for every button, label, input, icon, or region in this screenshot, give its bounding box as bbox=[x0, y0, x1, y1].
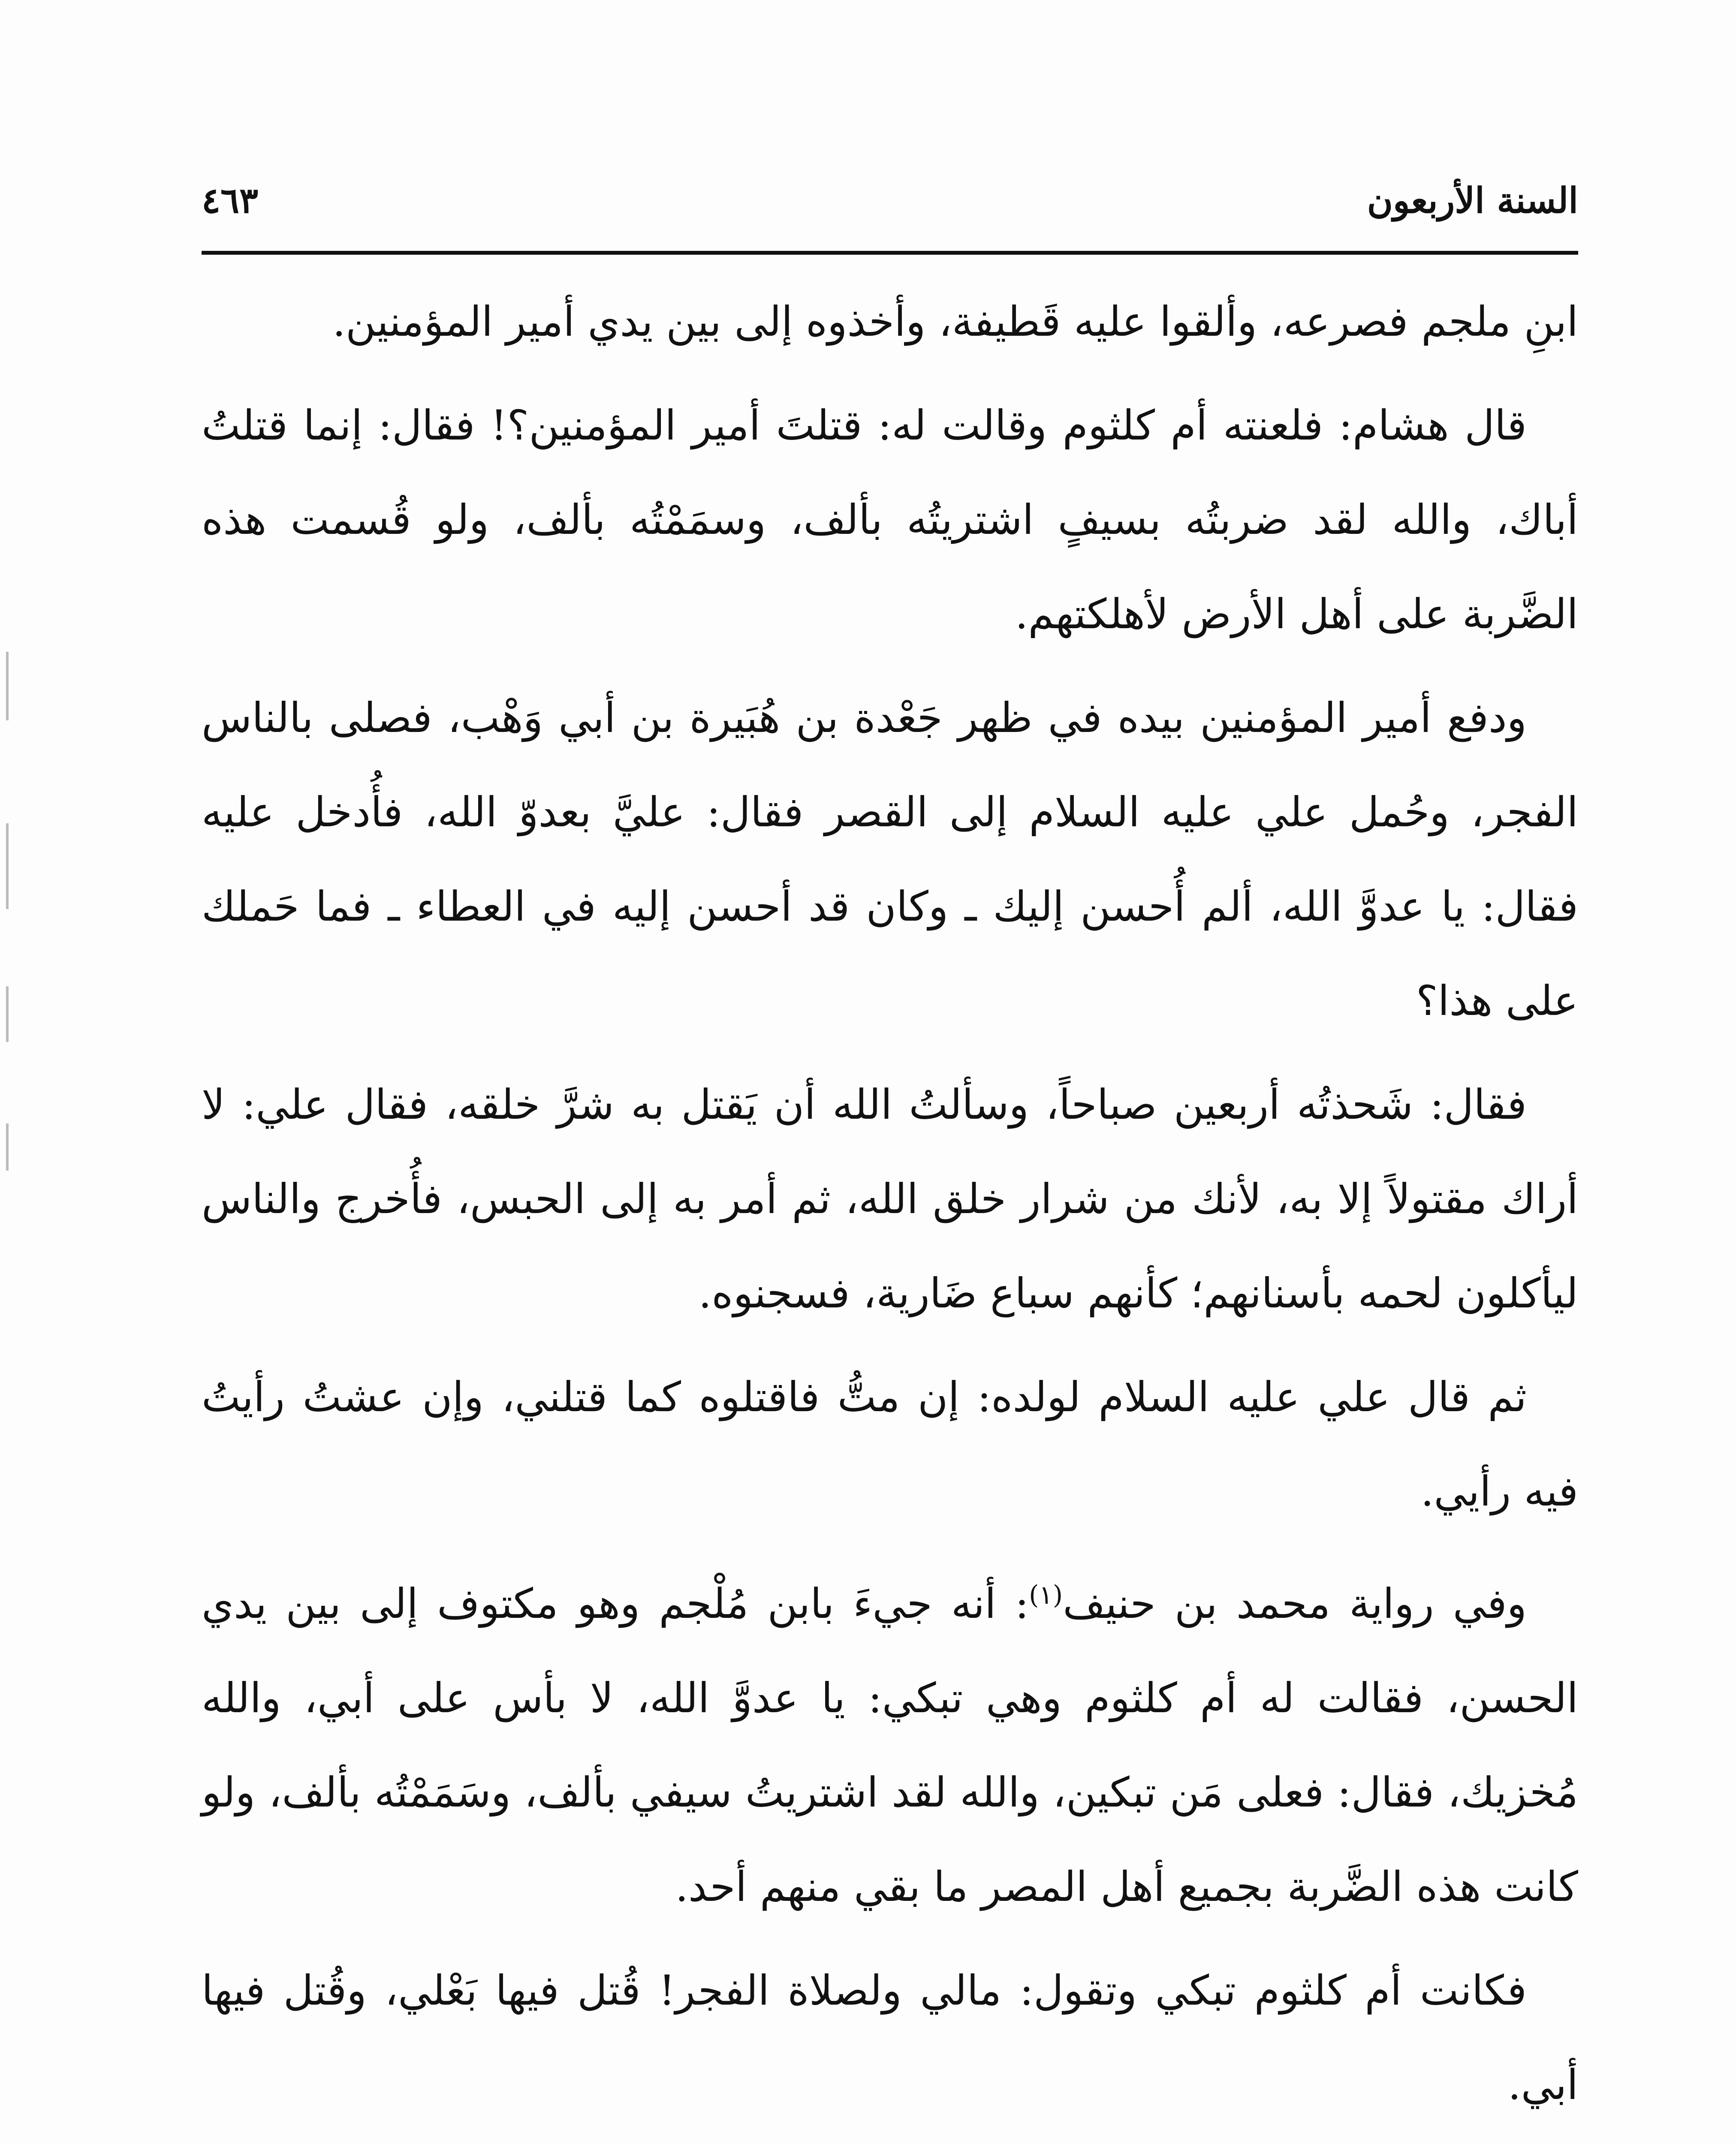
page-header bbox=[202, 172, 1578, 249]
paragraph-4: فقال: شَحذتُه أربعين صباحاً، وسألتُ الله أن يَقتل به شرَّ خلقه، فقال علي: لا أراك مقتولاً إلا به، لأنك من شرار خلق الله، ثم أمر به إلى الحبس، فأُخرج والناس ليأكلون لحمه بأسنانهم؛ كأنهم سباع ضَارية، فسجنوه. bbox=[202, 1081, 1578, 1317]
paragraph-5: ثم قال علي عليه السلام لولده: إن متُّ فاقتلوه كما قتلني، وإن عشتُ رأيتُ فيه رأيي. bbox=[202, 1373, 1578, 1515]
paragraph-3: ودفع أمير المؤمنين بيده في ظهر جَعْدة بن هُبَيرة بن أبي وَهْب، فصلى بالناس الفجر، وحُمل علي عليه السلام إلى القصر فقال: عليَّ بعدوّ الله، فأُدخل عليه فقال: يا عدوَّ الله، ألم أُحسن إليك ـ وكان قد أحسن إليه في العطاء ـ فما حَملك على هذا؟ bbox=[202, 694, 1578, 1025]
page-number: ٤٦٣ bbox=[202, 180, 259, 221]
footnote-ref-1: (١) bbox=[1029, 1580, 1063, 1610]
paragraph-6 bbox=[202, 1548, 1578, 1934]
main-text bbox=[202, 274, 1578, 2144]
margin-mark bbox=[6, 823, 9, 909]
paragraph-8 bbox=[202, 2141, 1578, 2144]
margin-mark bbox=[6, 986, 9, 1042]
margin-mark bbox=[6, 1123, 9, 1171]
hanif-start: وفي رواية محمد بن حنيف bbox=[1063, 1580, 1527, 1628]
paragraph-1: ابنِ ملجم فصرعه، وألقوا عليه قَطيفة، وأخذوه إلى بين يدي أمير المؤمنين. bbox=[332, 298, 1578, 346]
header-rule bbox=[202, 251, 1578, 255]
paragraph-2: قال هشام: فلعنته أم كلثوم وقالت له: قتلتَ أمير المؤمنين؟! فقال: إنما قتلتُ أباك، والله لقد ضربتُه بسيفٍ اشتريتُه بألف، وسمَمْتُه بألف، ولو قُسمت هذه الضَّربة على أهل الأرض لأهلكتهم. bbox=[202, 401, 1578, 638]
margin-mark bbox=[6, 652, 9, 720]
hanif-rest: : أنه جيءَ بابن مُلْجم وهو مكتوف إلى بين يدي الحسن، bbox=[202, 1580, 1579, 1722]
paragraph-7: فكانت أم كلثوم تبكي وتقول: مالي ولصلاة الفجر! قُتل فيها بَعْلي، وقُتل فيها أبي. bbox=[202, 1966, 1578, 2109]
running-head: السنة الأربعون bbox=[1367, 180, 1578, 221]
hanif-continuation: فقالت له أم كلثوم وهي تبكي: يا عدوَّ الله، لا بأس على أبي، والله مُخزيك، فقال: فعلى مَن تبكين، والله لقد اشتريتُ سيفي بألف، وسَمَمْتُه بألف، ولو كانت هذه الضَّربة بجميع أهل المصر ما بقي منهم أحد. bbox=[202, 1674, 1578, 1911]
